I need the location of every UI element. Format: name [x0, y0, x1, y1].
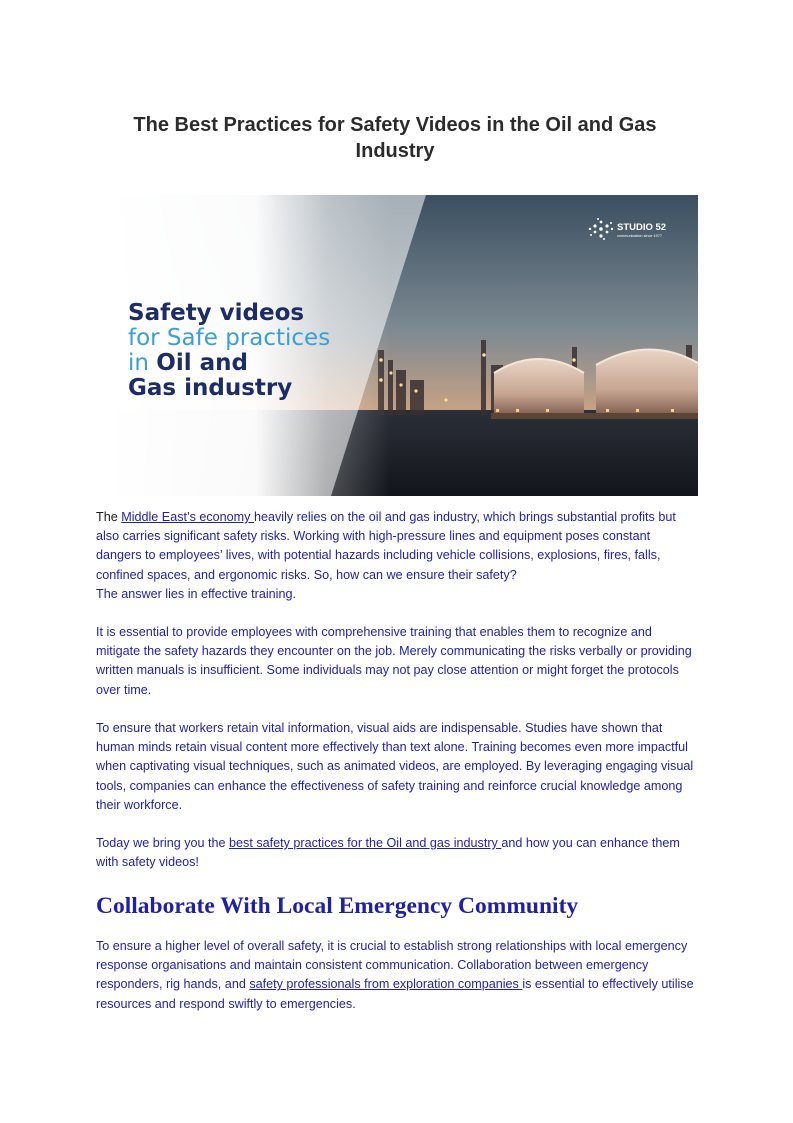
section-heading: Collaborate With Local Emergency Community [96, 893, 579, 919]
document-title: The Best Practices for Safety Videos in the Oil and Gas Industry [133, 114, 657, 162]
today-rest: and how you can enhance them with safety videos! [96, 836, 680, 870]
logo-tagline: communication since 1977 [617, 234, 662, 238]
middle-east-economy-link[interactable]: Middle East’s economy [121, 510, 254, 524]
today-lead: Today we bring you the [96, 836, 230, 850]
today-paragraph [96, 834, 696, 872]
collaborate-rest: is essential to effectively utilise resources and respond swiftly to emergencies. [96, 977, 694, 1011]
intro-answer: The answer lies in effective training. [96, 586, 296, 601]
logo-text: STUDIO 52 [617, 222, 667, 233]
hero-headline-line2: for Safe practices [128, 325, 331, 351]
hero-headline-line1: Safety videos [128, 300, 305, 326]
best-safety-practices-link[interactable]: best safety practices for the Oil and gas industry [229, 836, 502, 850]
hero-image [96, 195, 698, 496]
intro-paragraph [96, 508, 696, 604]
hero-headline-line3-prefix: in [128, 350, 157, 376]
collaborate-paragraph [96, 937, 696, 1014]
safety-professionals-link[interactable]: safety professionals from exploration companies [249, 977, 523, 992]
intro-lead: The [96, 510, 122, 524]
visual-aids-paragraph: To ensure that workers retain vital information, visual aids are indispensable. Studies have shown that human minds retain visual content more effectively than text alone. Training becomes even more impactful when captivating visual techniques, such as animated videos, are employed. By leveraging engaging visual tools, companies can enhance the effectiveness of safety training and reinforce crucial knowledge among their workforce. [96, 721, 694, 812]
hero-headline-line3 [128, 350, 248, 376]
hero-headline-line3-bold: Oil and [156, 350, 248, 376]
intro-rest: heavily relies on the oil and gas industry, which brings substantial profits but also carries significant safety risks. Working with high-pressure lines and equipment poses constant dangers to employees’ lives, with potential hazards including vehicle collisions, explosions, fires, falls, confined spaces, and ergonomic risks. So, how can we ensure their safety? [96, 510, 676, 582]
collaborate-lead: To ensure a higher level of overall safety, it is crucial to establish strong relationships with local emergency response organisations and maintain consistent communication. Collaboration between emergency responders, rig hands, and [96, 939, 688, 992]
training-paragraph: It is essential to provide employees with comprehensive training that enables them to recognize and mitigate the safety hazards they encounter on the job. Merely communicating the risks verbally or providing written manuals is insufficient. Some individuals may not pay close attention or might forget the protocols over time. [96, 625, 692, 697]
hero-headline-line4: Gas industry [128, 375, 293, 401]
